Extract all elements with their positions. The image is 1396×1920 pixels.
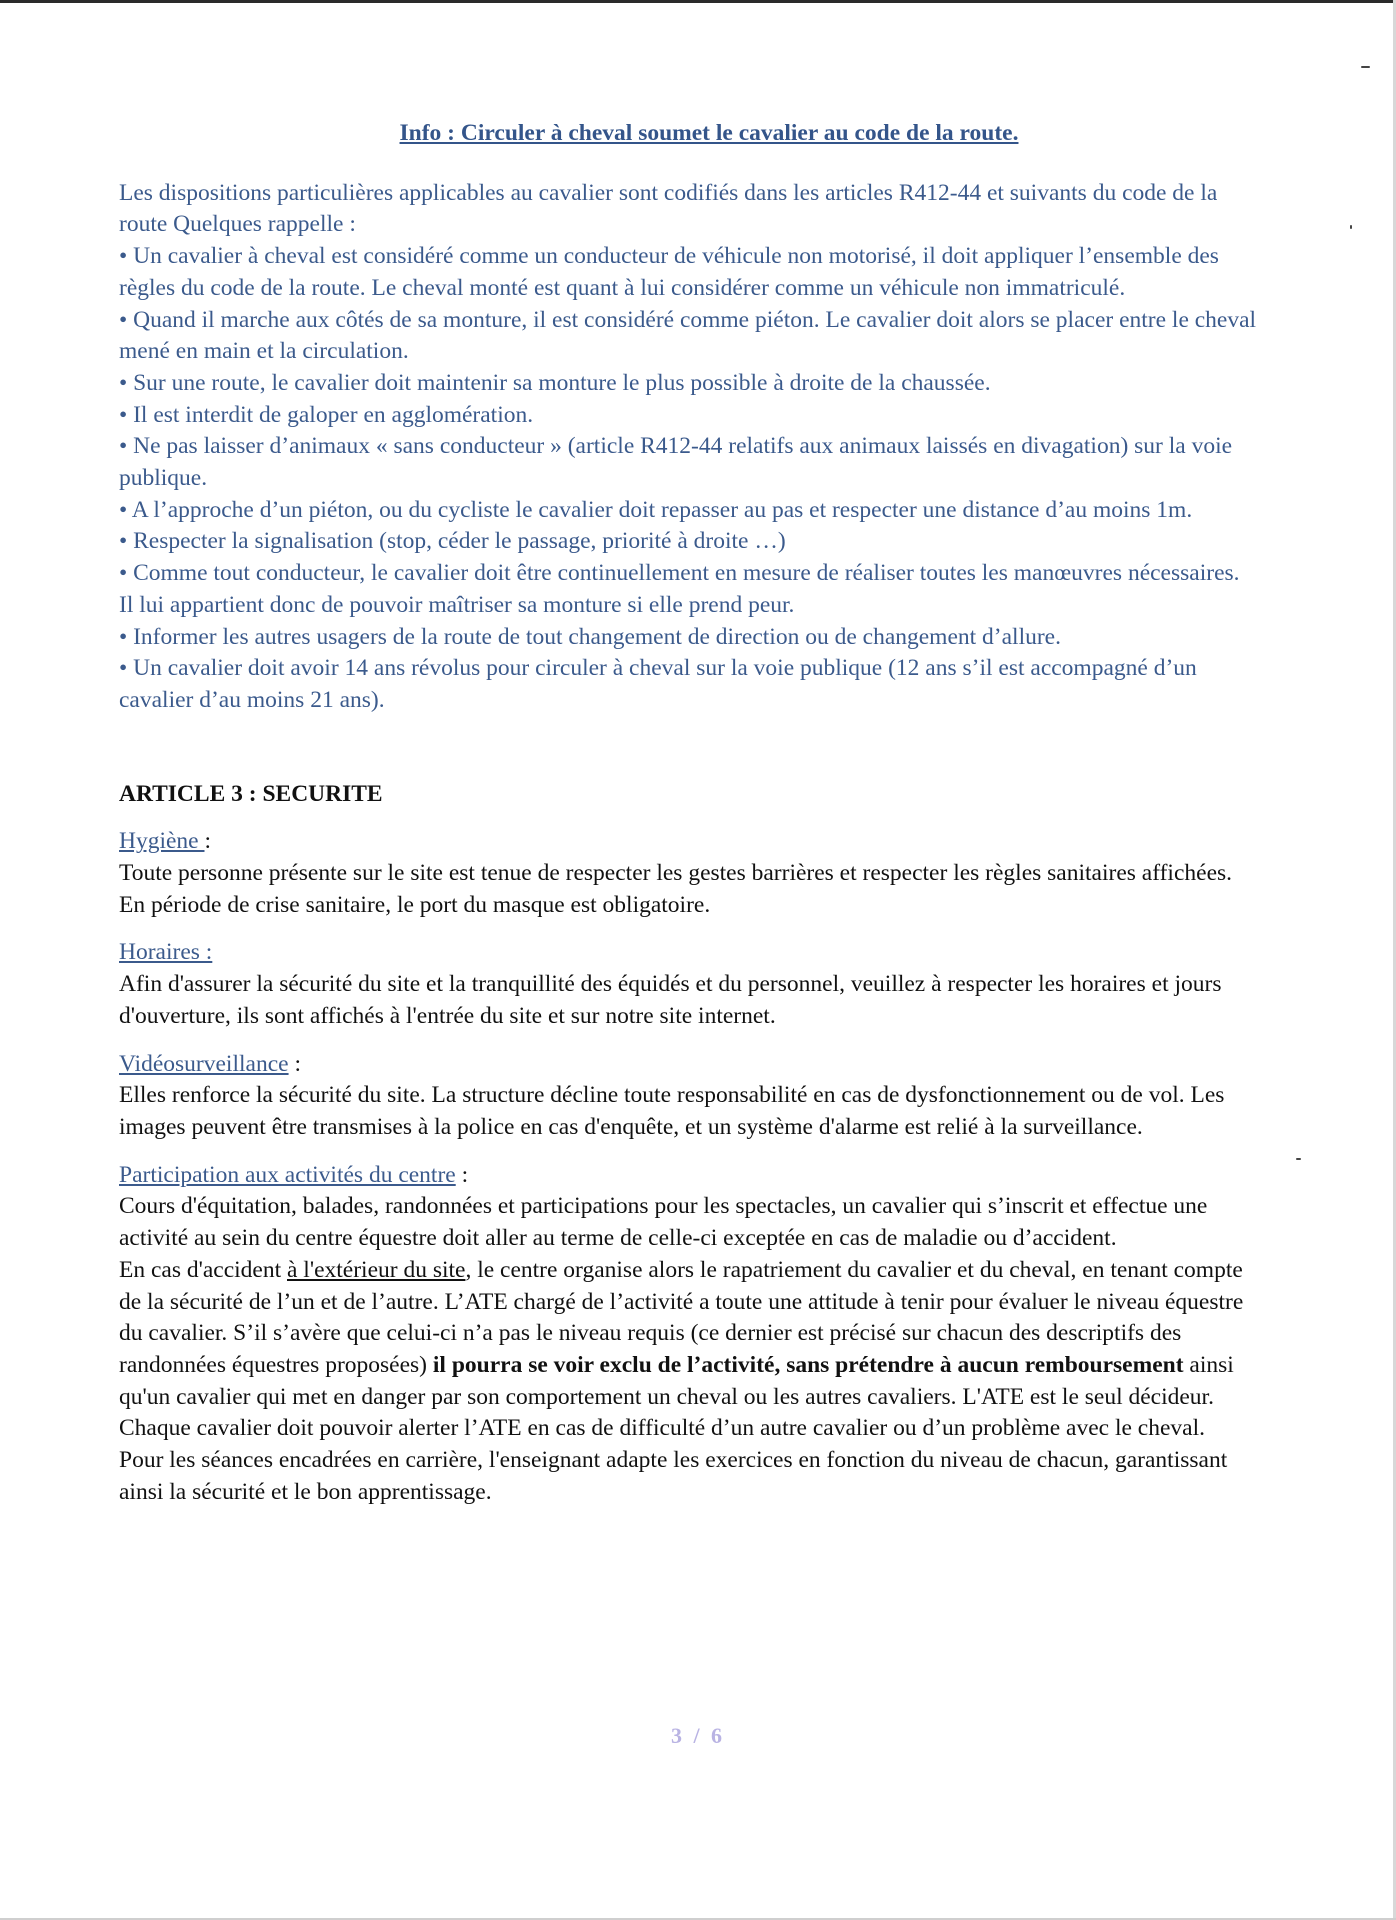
info-item: • Respecter la signalisation (stop, céder le passage, priorité à droite …) <box>119 528 786 555</box>
info-item: • Un cavalier doit avoir 14 ans révolus pour circuler à cheval sur la voie publique (12 ans s’il est accompagné d’un cavalier d’au moins 21 ans). <box>119 655 1197 713</box>
section-body: Afin d'assurer la sécurité du site et la tranquillité des équidés et du personnel, veuillez à respecter les horaires et jours d'ouverture, ils sont affichés à l'entrée du site et sur notre site internet. <box>119 971 1222 1029</box>
info-item: • Il est interdit de galoper en agglomération. <box>119 401 534 428</box>
section-body: Elles renforce la sécurité du site. La structure décline toute responsabilité en cas de dysfonctionnement ou de vol. Les images peuvent être transmises à la police en cas d'enquête, et un système d'alarme est relié à la surveillance. <box>119 1082 1225 1140</box>
scan-edge-top <box>0 0 1396 3</box>
section-heading <box>119 826 1259 858</box>
section-horaires <box>119 937 1259 1032</box>
info-item: • Un cavalier à cheval est considéré comme un conducteur de véhicule non motorisé, il doit appliquer l’ensemble des règles du code de la route. Le cheval monté est quant à lui considérer comme un véhicule non immatriculé. <box>119 243 1219 301</box>
section-heading-text: Horaires : <box>119 939 213 966</box>
accident-paragraph <box>119 1255 1259 1445</box>
closing-paragraph: Pour les séances encadrées en carrière, l'enseignant adapte les exercices en fonction du niveau de chacun, garantissant ainsi la sécurité et le bon apprentissage. <box>119 1447 1228 1505</box>
scan-speck <box>1296 1158 1301 1160</box>
info-intro: Les dispositions particulières applicables au cavalier sont codifiés dans les articles R412-44 et suivants du code de la route Quelques rappelle : <box>119 179 1218 238</box>
document-page <box>119 118 1259 1508</box>
article-title: ARTICLE 3 : SECURITE <box>119 780 383 807</box>
section-heading-colon: : <box>455 1161 469 1188</box>
section-heading <box>119 1049 1259 1081</box>
info-item: • Quand il marche aux côtés de sa monture, il est considéré comme piéton. Le cavalier doit alors se placer entre le cheval mené en main et la circulation. <box>119 306 1257 365</box>
section-videosurveillance <box>119 1049 1259 1144</box>
accident-middle: , le centre organise alors le rapatriement du cavalier et du cheval, en tenant compte de la sécurité de l’un et de l’autre. L’ATE chargé de l’activité a toute une attitude à tenir pour évaluer le niveau équestre du cavalier. S’il s’avère que celui-ci n’a pas le niveau requis (ce dernier est précisé sur chacun des descriptifs des randonnées équestres proposées) <box>119 1256 1244 1378</box>
accident-bold: il pourra se voir exclu de l’activité, sans prétendre à aucun remboursement <box>432 1351 1184 1378</box>
section-body: Toute personne présente sur le site est tenue de respecter les gestes barrières et respecter les règles sanitaires affichées. En période de crise sanitaire, le port du masque est obligatoire. <box>119 860 1233 918</box>
page-number: 3 / 6 <box>670 1723 726 1748</box>
accident-prefix: En cas d'accident <box>119 1256 287 1283</box>
section-heading-colon: : <box>288 1050 301 1077</box>
section-heading-text: Hygiène <box>119 828 205 855</box>
section-hygiene <box>119 826 1259 921</box>
info-item: • A l’approche d’un piéton, ou du cycliste le cavalier doit repasser au pas et respecter une distance d’au moins 1m. <box>119 496 1193 523</box>
accident-suffix: ainsi qu'un cavalier qui met en danger par son comportement un cheval ou les autres cavaliers. L'ATE est le seul décideur. Chaque cavalier doit pouvoir alerter l’ATE en cas de difficulté d’un autre cavalier ou d’un problème avec le cheval. <box>119 1351 1234 1442</box>
scan-speck <box>1361 66 1370 68</box>
info-item: • Informer les autres usagers de la route de tout changement de direction ou de changement d’allure. <box>119 623 1061 650</box>
section-heading <box>119 1160 1259 1192</box>
section-heading-text: Vidéosurveillance <box>119 1050 289 1077</box>
section-body: Cours d'équitation, balades, randonnées et participations pour les spectacles, un cavalier qui s’inscrit et effectue une activité au sein du centre équestre doit aller au terme de celle-ci exceptée en cas de maladie ou d’accident. <box>119 1193 1208 1252</box>
info-title: Info : Circuler à cheval soumet le cavalier au code de la route. <box>399 120 1019 146</box>
section-heading-colon: : <box>204 828 212 855</box>
info-block <box>119 178 1259 717</box>
section-participation <box>119 1160 1259 1509</box>
section-heading-text: Participation aux activités du centre <box>119 1161 456 1188</box>
section-heading <box>119 937 1259 969</box>
scan-speck <box>1350 225 1352 229</box>
info-item: • Comme tout conducteur, le cavalier doit être continuellement en mesure de réaliser toutes les manœuvres nécessaires. Il lui appartient donc de pouvoir maîtriser sa monture si elle prend peur. <box>119 560 1240 618</box>
info-item: • Ne pas laisser d’animaux « sans conducteur » (article R412-44 relatifs aux animaux laissés en divagation) sur la voie publique. <box>119 433 1233 492</box>
info-item: • Sur une route, le cavalier doit maintenir sa monture le plus possible à droite de la chaussée. <box>119 369 991 396</box>
accident-underlined: à l'extérieur du site <box>287 1256 466 1283</box>
